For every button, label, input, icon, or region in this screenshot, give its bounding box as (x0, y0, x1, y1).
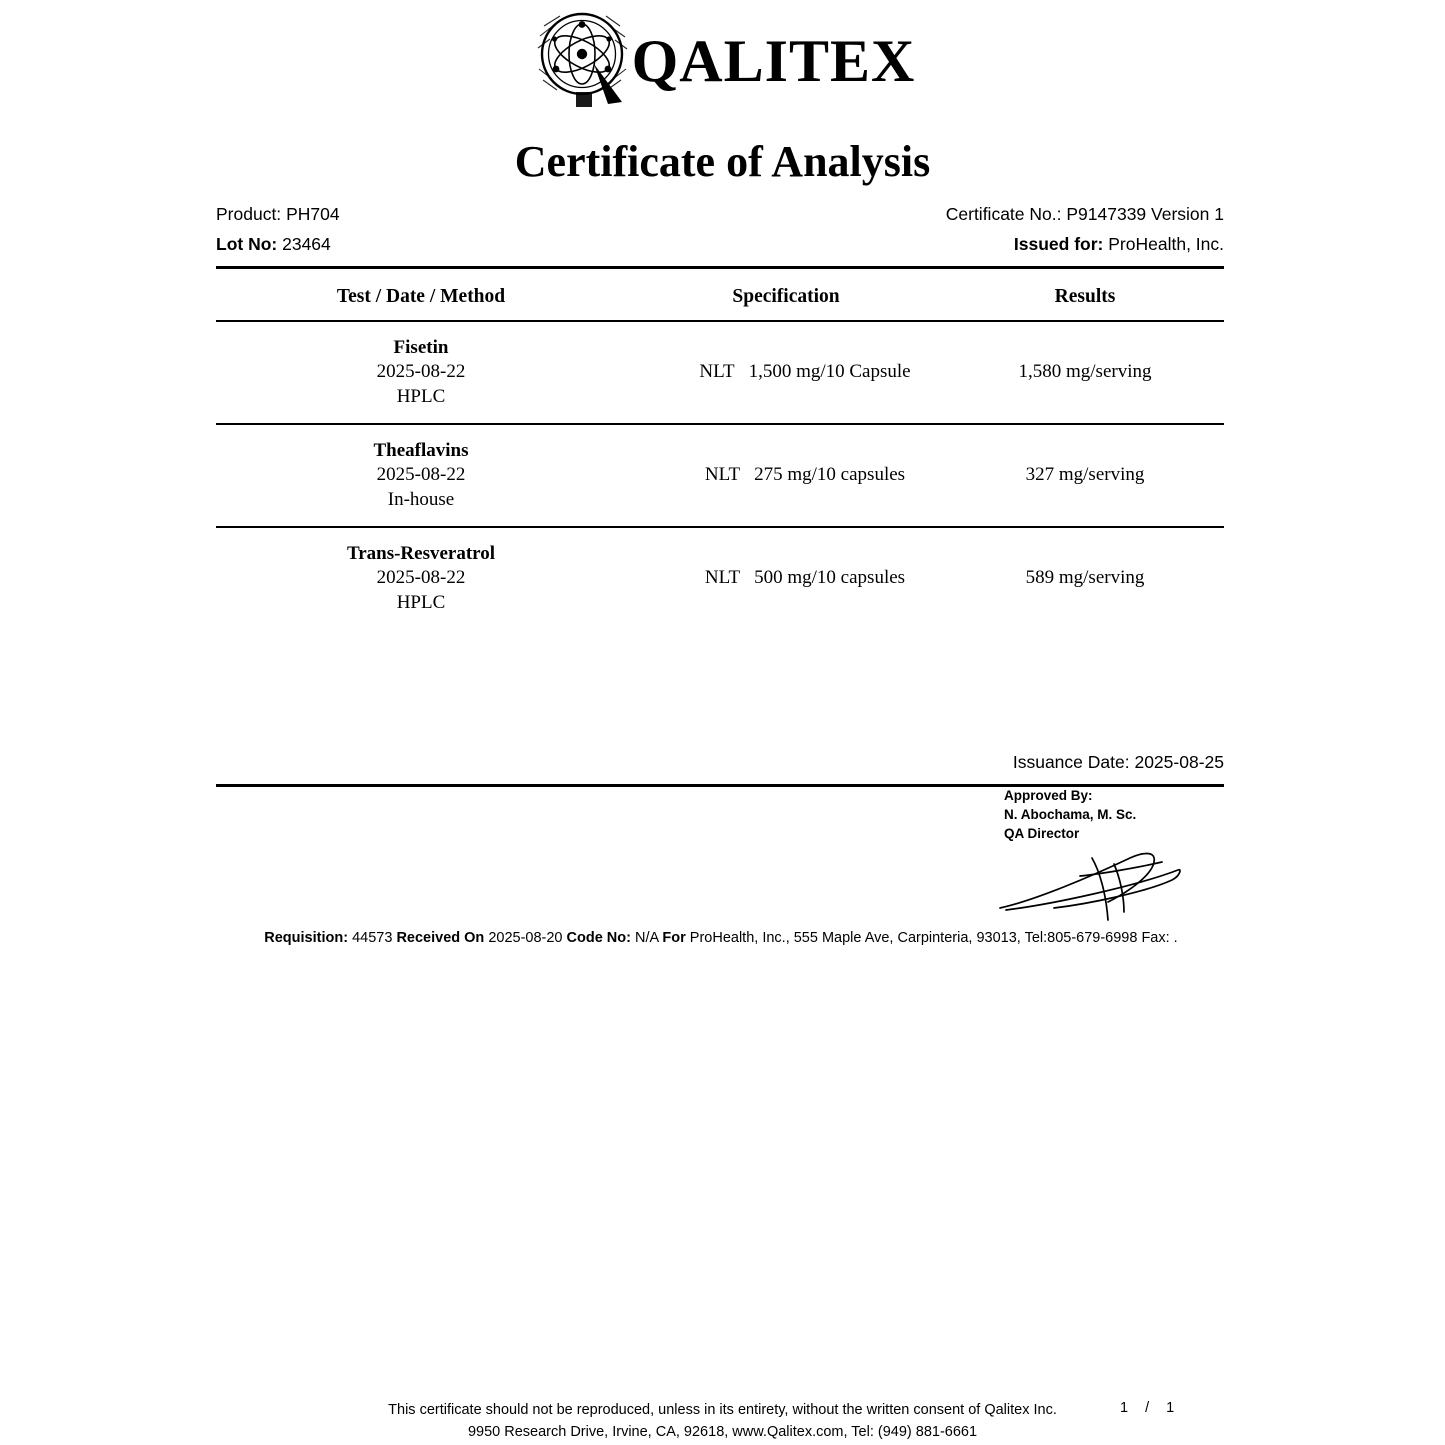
page-title: Certificate of Analysis (514, 137, 931, 186)
received-on-value: 2025-08-20 (488, 930, 563, 946)
brand-logo (0, 6, 1445, 110)
table-row (216, 321, 1224, 424)
issued-for-label: Issued for: (1013, 234, 1104, 254)
result-cell: 589 mg/serving (946, 527, 1224, 629)
test-cell (216, 424, 626, 527)
lot-value: 23464 (282, 234, 331, 254)
lot-label: Lot No: (216, 234, 278, 254)
certificate-label: Certificate No.: (945, 204, 1062, 224)
table-header-row (216, 286, 1224, 321)
certificate-value: P9147339 Version 1 (1066, 204, 1224, 224)
for-value: ProHealth, Inc., 555 Maple Ave, Carpinteria, 93013, Tel:805-679-6998 Fax: . (689, 930, 1178, 946)
handwritten-signature-icon (996, 846, 1226, 924)
lot-field (216, 234, 331, 255)
spec-qualifier: NLT (704, 567, 741, 589)
table-row (216, 424, 1224, 527)
product-field (216, 204, 340, 225)
table-row (216, 527, 1224, 629)
issued-for-field (1014, 234, 1224, 255)
page-current: 1 (1120, 1400, 1130, 1416)
column-header-test: Test / Date / Method (336, 286, 506, 307)
header-divider (216, 266, 1224, 269)
meta-row-lot (216, 234, 1224, 260)
test-cell (216, 527, 626, 629)
footer-address: 9950 Research Drive, Irvine, CA, 92618, www.Qalitex.com, Tel: (949) 881-6661 (467, 1423, 978, 1440)
received-on-label: Received On (396, 930, 485, 946)
issuance-date-label: Issuance Date: (1012, 752, 1130, 772)
analyte-name: Theaflavins (373, 439, 469, 461)
brand-logo-inner (530, 6, 916, 110)
analyte-name: Trans-Resveratrol (346, 542, 496, 564)
brand-wordmark: QALITEX (631, 28, 916, 94)
page-total: 1 (1166, 1400, 1176, 1416)
code-no-value: N/A (634, 930, 659, 946)
specification-cell (626, 527, 946, 629)
certificate-field (946, 204, 1224, 225)
meta-row-product (216, 204, 1224, 234)
spec-qualifier: NLT (699, 361, 735, 383)
column-header-specification: Specification (732, 286, 840, 307)
issuance-date (216, 752, 1224, 773)
analyte-date: 2025-08-22 (376, 361, 466, 383)
approver-name: N. Abochama, M. Sc. (1004, 807, 1137, 823)
specification-cell (626, 321, 946, 424)
issuance-date-value: 2025-08-25 (1134, 752, 1224, 772)
column-header-results: Results (1054, 286, 1116, 307)
spec-qualifier: NLT (704, 464, 741, 486)
result-cell: 1,580 mg/serving (946, 321, 1224, 424)
qalitex-atom-logo-icon (530, 6, 638, 110)
approved-by-label: Approved By: (1004, 788, 1093, 803)
for-label: For (662, 930, 686, 946)
analyte-method: HPLC (396, 591, 446, 613)
spec-value: 1,500 mg/10 Capsule (748, 361, 911, 383)
issued-for-value: ProHealth, Inc. (1108, 234, 1224, 254)
analyte-method: In-house (387, 488, 455, 510)
product-value: PH704 (286, 204, 340, 224)
analyte-name: Fisetin (393, 337, 449, 358)
requisition-label: Requisition: (264, 930, 349, 946)
test-cell (216, 321, 626, 424)
specification-cell (626, 424, 946, 527)
spec-value: 500 mg/10 capsules (754, 567, 906, 589)
analyte-date: 2025-08-22 (376, 567, 466, 589)
requisition-line (216, 930, 1226, 946)
document-meta (216, 204, 1224, 260)
analyte-date: 2025-08-22 (376, 464, 466, 486)
footer-disclaimer: This certificate should not be reproduced, unless in its entirety, without the written consent of Qalitex Inc. (388, 1402, 1057, 1418)
page-number (1120, 1400, 1240, 1416)
results-table (216, 286, 1224, 629)
code-no-label: Code No: (566, 930, 631, 946)
spec-value: 275 mg/10 capsules (754, 464, 906, 486)
requisition-value: 44573 (352, 930, 393, 946)
result-cell: 327 mg/serving (946, 424, 1224, 527)
approval-block (1004, 786, 1226, 843)
analyte-method: HPLC (396, 385, 446, 407)
page-separator: / (1145, 1400, 1151, 1416)
approver-role: QA Director (1004, 826, 1080, 842)
product-label: Product: (216, 204, 282, 224)
